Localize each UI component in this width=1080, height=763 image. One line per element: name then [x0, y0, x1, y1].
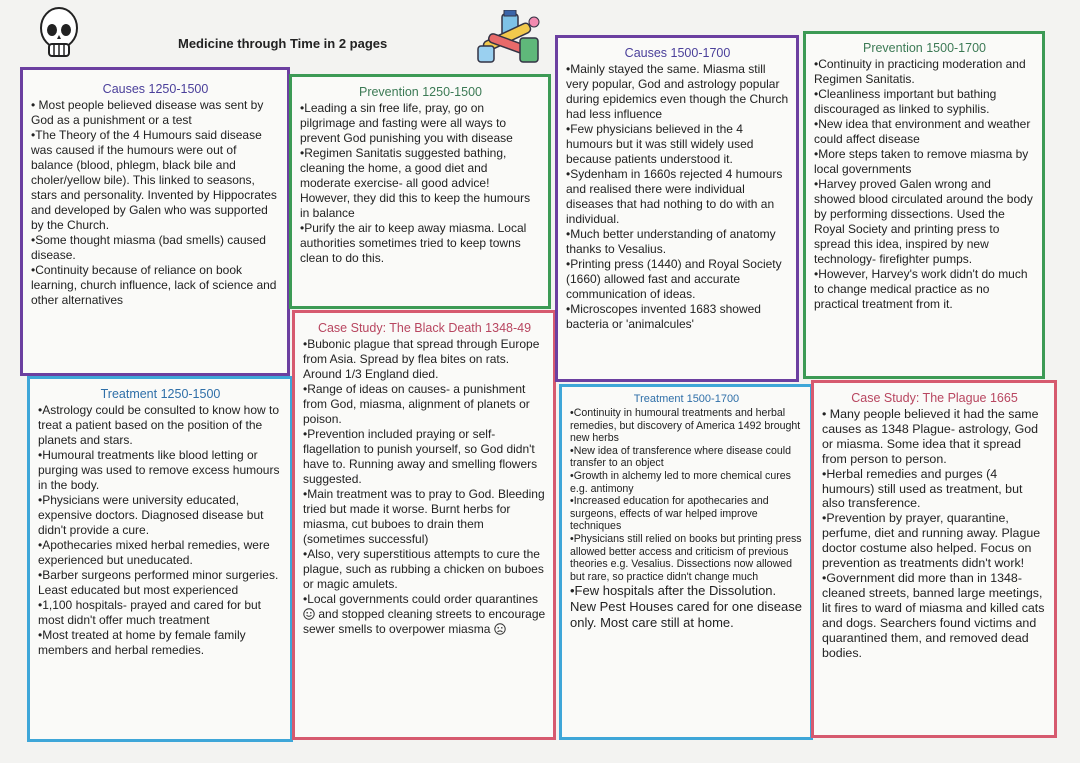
box-text: •Main treatment was to pray to God. Bleeding tried but made it worse. Burnt herbs for miasma, cut buboes to drain them (sometimes successful) [303, 487, 545, 546]
box-text: •Purify the air to keep away miasma. Local authorities sometimes tried to keep towns clean to do this. [300, 221, 527, 265]
causes-1250-1500-box [20, 67, 290, 376]
box-text-part: •Local governments could order quarantines [303, 592, 539, 606]
box-text: •Prevention by prayer, quarantine, perfume, diet and running away. Plague doctor costume also helped. Focus on prevention as treatments didn't work! [822, 511, 1041, 571]
box-text: •Few physicians believed in the 4 humours but it was still widely used because patients understood it. [566, 122, 754, 166]
box-text: •However, Harvey's work didn't do much to change medical practice as no practical treatment from it. [814, 267, 1028, 311]
box-text: •Increased education for apothecaries and surgeons, effects of war helped improve techniques [570, 495, 769, 533]
box-text: •Physicians still relied on books but printing press allowed better access and criticism of previous theories e.g. Vesalius. Dissections now allowed but rare, so practice didn't change much [570, 532, 802, 583]
box-text: •Apothecaries mixed herbal remedies, were experienced but uneducated. [38, 538, 270, 567]
treatment-1500-1700-box [559, 384, 813, 740]
box-heading: Treatment 1250-1500 [100, 387, 221, 401]
box-text: •Some thought miasma (bad smells) caused disease. [31, 233, 266, 262]
box-text: •Sydenham in 1660s rejected 4 humours and realised there were individual diseases that had nothing to do with an individual. [566, 167, 783, 226]
treatment-1250-1500-box [27, 376, 293, 742]
box-text: •Microscopes invented 1683 showed bacteria or 'animalcules' [566, 302, 761, 331]
box-text: •Harvey proved Galen wrong and showed blood circulated around the body by performing dissections. Used the Royal Society and printing press to spread this idea, inspired by new technology- firefighter pumps. [814, 177, 1033, 266]
box-text: •More steps taken to remove miasma by local governments [814, 147, 1029, 176]
box-text: •Range of ideas on causes- a punishment from God, miasma, alignment of planets or poison. [303, 382, 530, 426]
skull-icon [36, 6, 82, 64]
box-text: •Barber surgeons performed minor surgeries. Least educated but most experienced [38, 568, 279, 597]
causes-1500-1700-box [555, 35, 799, 382]
box-text: • Many people believed it had the same causes as 1348 Plague- astrology, God or miasma. Some idea that it spread from person to person. [822, 407, 1039, 466]
prevention-1500-1700-box [803, 31, 1045, 379]
sad-face-icon [494, 623, 506, 635]
box-text: •Humoural treatments like blood letting or purging was used to remove excess humours in the body. [38, 448, 280, 492]
box-text: •Physicians were university educated, expensive doctors. Diagnosed disease but didn't provide a cure. [38, 493, 264, 537]
box-heading: Prevention 1250-1500 [358, 85, 482, 99]
box-text: •Prevention included praying or self-flagellation to punish yourself, so God didn't have to. Running away and smelling flowers suggested. [303, 427, 538, 486]
medicine-bottles-icon [474, 10, 548, 66]
box-text: •Cleanliness important but bathing discouraged as linked to syphilis. [814, 87, 997, 116]
box-text: •Government did more than in 1348- cleaned streets, banned large meetings, lit fires to ward of miasma and killed cats and dogs. Searchers found victims and quarantined them, and removed dead bodies. [822, 570, 1045, 660]
box-heading: Case Study: The Plague 1665 [851, 391, 1018, 405]
box-text: •Few hospitals after the Dissolution. New Pest Houses cared for one disease only. Most care still at home. [570, 583, 802, 631]
plague-1665-case-study-box [811, 380, 1057, 738]
box-text: •Continuity because of reliance on book learning, church influence, lack of science and other alternatives [31, 263, 277, 307]
box-text: •Leading a sin free life, pray, go on pilgrimage and fasting were all ways to prevent God punishing you with disease [300, 101, 513, 145]
page-title: Medicine through Time in 2 pages [178, 36, 388, 51]
box-text: •Printing press (1440) and Royal Society (1660) allowed fast and accurate communication of ideas. [566, 257, 782, 301]
box-text: •Continuity in humoural treatments and herbal remedies, but discovery of America 1492 brought new herbs [570, 407, 801, 445]
box-heading: Treatment 1500-1700 [633, 393, 740, 405]
box-text: •Astrology could be consulted to know how to treat a patient based on the position of the planets and stars. [38, 403, 280, 447]
box-text: •New idea that environment and weather could affect disease [814, 117, 1031, 146]
box-text: •Much better understanding of anatomy thanks to Vesalius. [566, 227, 776, 256]
box-text: •Mainly stayed the same. Miasma still very popular, God and astrology popular during epidemics even though the Church had less influence [566, 62, 789, 121]
box-text [303, 592, 546, 637]
prevention-1250-1500-box [289, 74, 551, 309]
black-death-case-study-box [292, 310, 556, 740]
box-text: •The Theory of the 4 Humours said disease was caused if the humours were out of balance (blood, phlegm, black bile and choler/yellow bile). This linked to seasons, stars and personality. Invented by Hippocrates and developed by Galen who was supported by the Church. [31, 128, 277, 232]
box-text: •1,100 hospitals- prayed and cared for but most didn't offer much treatment [38, 598, 262, 627]
box-text: •Herbal remedies and purges (4 humours) still used as treatment, but also transference. [822, 466, 1023, 511]
box-text: •Continuity in practicing moderation and Regimen Sanitatis. [814, 57, 1026, 86]
box-heading: Case Study: The Black Death 1348-49 [317, 321, 532, 335]
box-text: •Also, very superstitious attempts to cure the plague, such as rubbing a chicken on buboes or magic amulets. [303, 547, 544, 591]
box-text: •Growth in alchemy led to more chemical cures e.g. antimony [570, 469, 791, 495]
box-heading: Causes 1250-1500 [102, 82, 209, 96]
box-heading: Causes 1500-1700 [624, 46, 731, 60]
box-text: •Regimen Sanitatis suggested bathing, cleaning the home, a good diet and moderate exercise- all good advice! However, they did this to keep the humours in balance [300, 146, 531, 220]
box-text: •Most treated at home by female family members and herbal remedies. [38, 628, 246, 657]
box-text: •New idea of transference where disease could transfer to an object [570, 444, 792, 470]
box-text: • Most people believed disease was sent by God as a punishment or a test [31, 98, 264, 127]
box-text: •Bubonic plague that spread through Europe from Asia. Spread by flea bites on rats. Around 1/3 England died. [303, 337, 540, 381]
box-heading: Prevention 1500-1700 [862, 41, 986, 55]
smiley-face-icon [303, 608, 315, 620]
box-text-part: and stopped cleaning streets to encourage sewer smells to overpower miasma [303, 607, 546, 636]
